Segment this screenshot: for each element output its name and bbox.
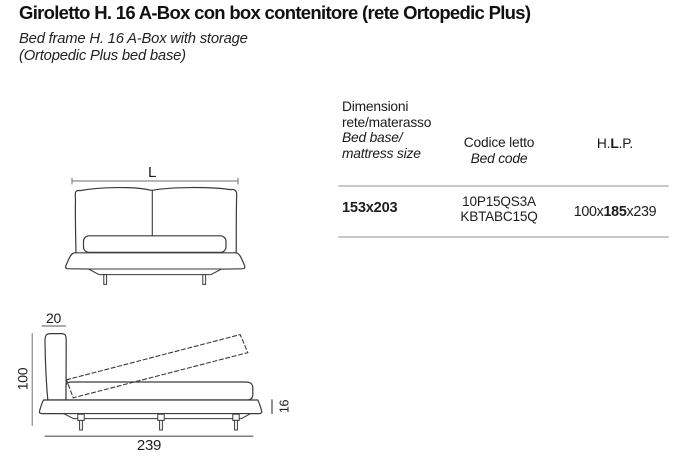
hlp-depth: x239 bbox=[626, 204, 657, 220]
side-view-drawing bbox=[32, 326, 272, 436]
front-frame-band bbox=[66, 253, 245, 269]
subtitle-line-1: Bed frame H. 16 A-Box with storage bbox=[19, 31, 248, 47]
side-leg-cap-3 bbox=[233, 414, 239, 420]
mattress-size-value: 153x203 bbox=[342, 200, 398, 216]
column-header-size-it-1: Dimensioni bbox=[342, 99, 409, 114]
column-header-size-en-1: Bed base/ bbox=[342, 130, 403, 146]
side-mattress bbox=[66, 382, 253, 400]
side-plinth bbox=[64, 414, 251, 419]
side-frame-band bbox=[39, 400, 261, 414]
hlp-l-bold: L bbox=[610, 136, 619, 151]
bed-code-line-2: KBTABC15Q bbox=[460, 209, 538, 225]
front-leg-right bbox=[203, 275, 206, 285]
side-leg-cap-1 bbox=[78, 414, 84, 420]
side-thickness-dimension-label: 20 bbox=[46, 310, 61, 326]
column-header-code-it: Codice letto bbox=[463, 135, 535, 150]
front-view-drawing bbox=[66, 178, 245, 284]
side-leg-cap-2 bbox=[158, 414, 164, 420]
side-frame-height-dimension-label: 16 bbox=[277, 399, 292, 413]
front-mattress bbox=[84, 236, 227, 253]
column-header-size-en-2: mattress size bbox=[342, 145, 421, 161]
bed-code-line-1: 10P15QS3A bbox=[462, 194, 536, 209]
front-plinth bbox=[89, 269, 222, 275]
page-title: Giroletto H. 16 A-Box con box contenitore (rete Ortopedic Plus) bbox=[19, 2, 531, 23]
side-leg-shaft-1 bbox=[80, 420, 83, 430]
hlp-height: 100x bbox=[573, 204, 604, 220]
side-leg-shaft-2 bbox=[160, 420, 163, 430]
side-headboard-outline bbox=[45, 334, 66, 400]
hlp-h: H. bbox=[596, 136, 611, 151]
hlp-p: .P. bbox=[618, 136, 634, 151]
column-header-code-en: Bed code bbox=[470, 150, 528, 166]
front-width-dimension-label: L bbox=[147, 164, 157, 181]
column-header-size-it-2: rete/materasso bbox=[342, 114, 432, 130]
side-height-dimension-label: 100 bbox=[14, 367, 31, 390]
side-leg-shaft-3 bbox=[235, 420, 238, 430]
front-leg-left bbox=[104, 275, 107, 285]
subtitle-line-2: (Ortopedic Plus bed base) bbox=[19, 48, 186, 64]
hlp-length-bold: 185 bbox=[603, 204, 627, 220]
side-length-dimension-label: 239 bbox=[136, 437, 162, 454]
